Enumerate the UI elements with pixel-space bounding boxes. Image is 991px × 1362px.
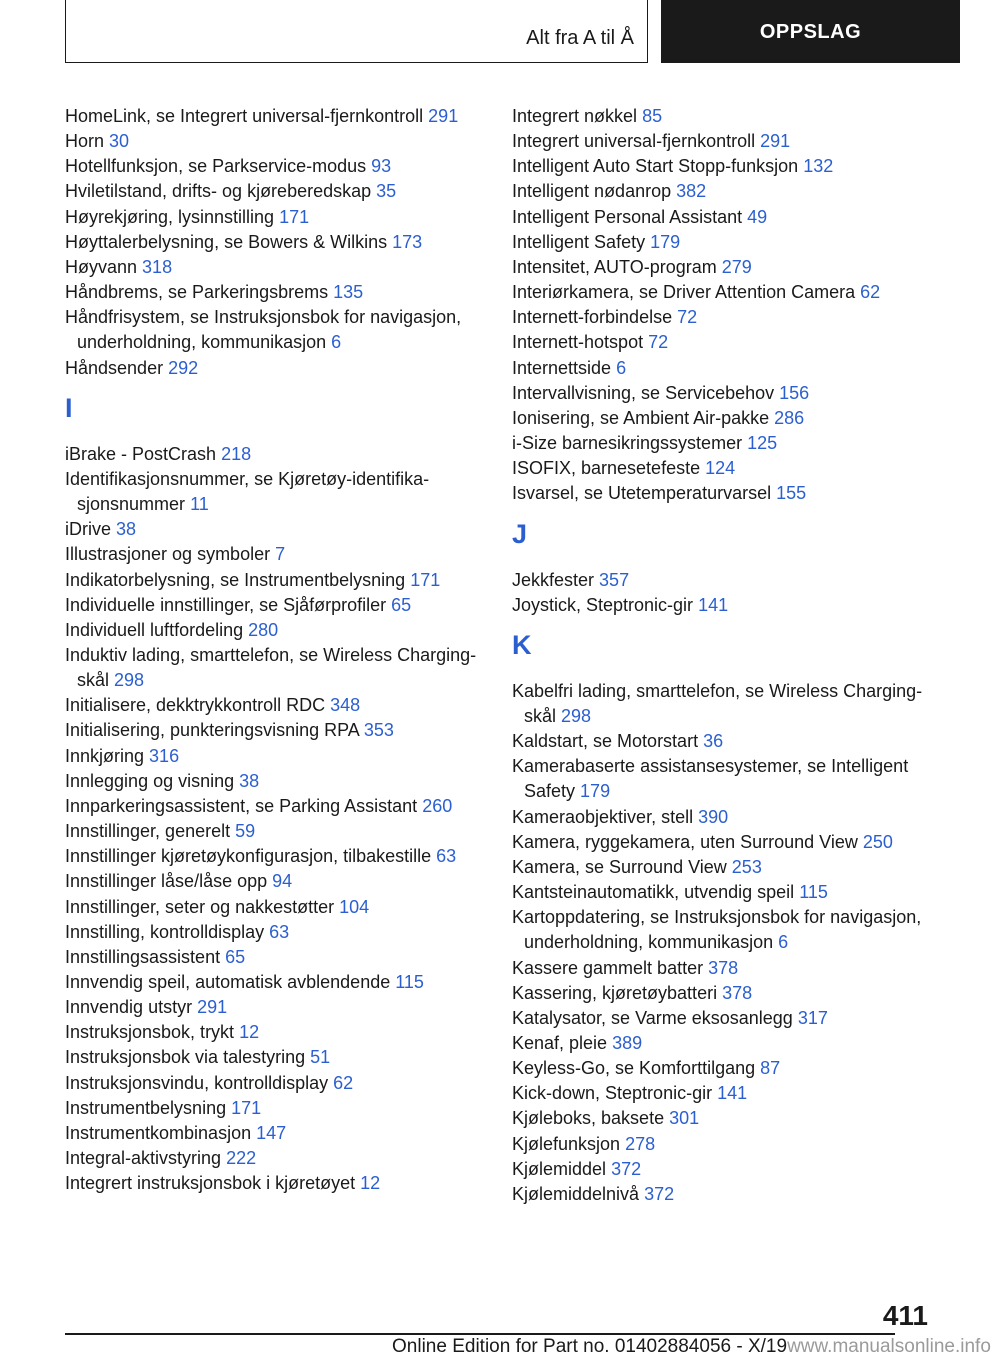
page-reference-link[interactable]: 7 [275,544,286,565]
index-entry-term: Kabelfri lading, smarttelefon, se Wireless Charging-skål [512,680,923,726]
index-entry-term: Kamera, ryggekamera, uten Surround View [512,831,858,852]
page-reference-link[interactable]: 65 [225,946,246,967]
index-entry [65,356,485,381]
index-entry-term: Integrert universal-fjernkontroll [512,131,756,152]
index-entry-term: Induktiv lading, smarttelefon, se Wireless Charging-skål [65,644,477,691]
index-entry [65,1171,485,1196]
index-entry [512,1031,932,1056]
index-entry [512,381,932,406]
page-reference-link[interactable]: 298 [114,670,145,691]
index-entry [65,718,485,743]
index-entry-term: Hotellfunksjon, se Parkservice-modus [65,156,367,177]
index-entry-term: Kantsteinautomatikk, utvendig speil [512,882,795,903]
page-reference-link[interactable]: 253 [731,856,762,877]
index-letter-heading: J [512,518,528,549]
page-reference-link[interactable]: 171 [279,206,310,227]
page-reference-link[interactable]: 63 [269,921,290,942]
index-entry-term: Intervallvisning, se Servicebehov [512,382,775,403]
index-entry-term: Illustrasjoner og symboler [65,544,271,565]
index-entry [65,542,485,567]
page-reference-link[interactable]: 357 [599,569,630,590]
index-entry-term: Innlegging og visning [65,770,235,791]
page-reference-link[interactable]: 63 [436,846,457,867]
page-reference-link[interactable]: 6 [778,932,789,953]
index-entry-term: Innvendig speil, automatisk avblendende [65,972,391,992]
index-entry-term: Intelligent Auto Start Stopp-funksjon [512,156,799,177]
index-entry-term: Katalysator, se Varme eksosanlegg [512,1007,793,1028]
index-entry [65,844,485,869]
page-reference-link[interactable]: 372 [611,1158,642,1179]
index-entry-term: Kassering, kjøretøybatteri [512,982,718,1003]
page-reference-link[interactable]: 62 [860,282,881,303]
page-reference-link[interactable]: 291 [760,131,791,152]
page-reference-link[interactable]: 155 [776,483,807,504]
index-entry [65,104,485,129]
index-entry [512,568,932,593]
page-reference-link[interactable]: 291 [197,997,228,1018]
index-entry [65,255,485,280]
index-letter-heading: I [65,392,73,423]
index-entry [65,769,485,794]
page-reference-link[interactable]: 115 [799,882,828,903]
index-entry-term: Internettside [512,357,612,378]
footer-divider [65,1333,895,1335]
page-reference-link[interactable]: 292 [168,357,199,378]
page-reference-link[interactable]: 353 [363,720,394,741]
index-letter-heading: K [512,629,532,660]
index-entry [512,280,932,305]
index-entry-term: i-Size barnesikringssystemer [512,433,743,454]
page-reference-link[interactable]: 38 [239,770,260,791]
page-reference-link[interactable]: 222 [226,1148,257,1169]
index-entry [65,179,485,204]
index-entry [65,618,485,643]
index-entry [65,517,485,542]
index-column-left [65,104,485,1196]
index-entry-term: Kassere gammelt batter [512,957,704,978]
index-entry-term: Kick-down, Steptronic-gir [512,1083,713,1104]
page-reference-link[interactable]: 85 [642,106,663,126]
index-entry [512,305,932,330]
section-title: Alt fra A til Å [526,27,634,49]
index-entry-term: Innparkeringsassistent, se Parking Assistant [65,795,418,816]
page-reference-link[interactable]: 72 [677,307,698,328]
index-entry [512,406,932,431]
chapter-tab-label: OPPSLAG [759,21,862,43]
index-entry [65,895,485,920]
index-entry-term: Isvarsel, se Utetemperaturvarsel [512,483,772,504]
index-entry-term: Høyvann [65,256,138,277]
page-reference-link[interactable]: 286 [774,407,805,428]
page-reference-link[interactable]: 173 [392,231,423,252]
index-entry-term: Initialisering, punkteringsvisning RPA [65,720,359,741]
index-entry-term: Joystick, Steptronic-gir [512,594,694,615]
index-entry-term: Horn [65,131,105,152]
index-entry [512,104,932,129]
index-entry-term: iBrake - PostCrash [65,443,217,464]
index-entry [512,330,932,355]
index-entry [65,1096,485,1121]
page-reference-link[interactable]: 62 [333,1072,354,1093]
index-entry [65,305,485,355]
index-entry-term: Kameraobjektiver, stell [512,806,694,827]
index-entry [512,1132,932,1157]
index-entry-term: Kjølemiddelnivå [512,1183,640,1204]
page-reference-link[interactable]: 316 [149,745,180,766]
page-reference-link[interactable]: 135 [333,282,364,303]
index-entry-term: Instruksjonsvindu, kontrolldisplay [65,1072,329,1093]
index-entry-term: Individuell luftfordeling [65,619,244,640]
page-reference-link[interactable]: 132 [803,156,834,177]
index-entry [512,1182,932,1207]
index-entry [65,442,485,467]
index-entry-term: Indikatorbelysning, se Instrumentbelysning [65,569,406,590]
index-entry [512,855,932,880]
index-entry-term: Innstillinger låse/låse opp [65,871,268,892]
index-entry-term: Innstillinger kjøretøykonfigurasjon, tilbakestille [65,846,432,867]
index-entry [512,981,932,1006]
index-entry [65,794,485,819]
index-entry [65,1121,485,1146]
index-entry [512,1006,932,1031]
page-reference-link[interactable]: 317 [797,1007,828,1028]
page-reference-link[interactable]: 378 [722,982,753,1003]
page-reference-link[interactable]: 51 [310,1047,331,1068]
index-entry [65,1071,485,1096]
page-reference-link[interactable]: 280 [248,619,279,640]
footer [392,1336,991,1358]
index-entry [512,805,932,830]
page-reference-link[interactable]: 156 [779,382,810,403]
index-entry [512,179,932,204]
index-entry [512,456,932,481]
index-entry-term: Intelligent Safety [512,231,646,252]
index-entry-term: Kamerabaserte assistansesystemer, se Intelligent Safety [512,756,909,802]
index-entry-term: Integrert nøkkel [512,106,638,126]
index-entry [65,643,485,693]
page-reference-link[interactable]: 12 [360,1173,381,1194]
index-entry [65,693,485,718]
index-entry [512,1106,932,1131]
page-reference-link[interactable]: 93 [371,156,392,177]
page-reference-link[interactable]: 291 [428,106,459,126]
index-entry-term: Innstilling, kontrolldisplay [65,921,265,942]
page-reference-link[interactable]: 250 [862,831,893,852]
page-reference-link[interactable]: 179 [650,231,681,252]
page-reference-link[interactable]: 59 [235,821,256,842]
page-reference-link[interactable]: 171 [231,1097,262,1118]
index-entry [512,356,932,381]
page-reference-link[interactable]: 298 [561,705,592,726]
index-entry-term: Interiørkamera, se Driver Attention Camera [512,282,856,303]
page-reference-link[interactable]: 318 [142,256,173,277]
page-reference-link[interactable]: 125 [747,433,778,454]
page-reference-link[interactable]: 348 [330,695,361,716]
index-entry [65,593,485,618]
index-entry-term: Intelligent nødanrop [512,181,672,202]
index-entry [512,255,932,280]
page-reference-link[interactable]: 390 [698,806,729,827]
index-entry-term: iDrive [65,519,112,540]
page-reference-link[interactable]: 372 [644,1183,675,1204]
watermark: www.manualsonline.info [787,1336,991,1357]
index-entry-term: Intelligent Personal Assistant [512,206,743,227]
index-entry [512,1081,932,1106]
index-entry-term: Høyrekjøring, lysinnstilling [65,206,275,227]
index-entry-term: Integral-aktivstyring [65,1148,222,1169]
index-entry [512,754,932,804]
page-reference-link[interactable]: 30 [109,131,130,152]
edition-info: Online Edition for Part no. 01402884056 - X/19 [392,1336,788,1357]
index-entry-term: HomeLink, se Integrert universal-fjernkontroll [65,106,424,126]
index-entry [512,956,932,981]
index-entry-term: Innstillinger, generelt [65,821,231,842]
index-entry [512,230,932,255]
page-reference-link[interactable]: 49 [747,206,768,227]
index-entry-term: Instruksjonsbok, trykt [65,1022,235,1043]
index-entry [512,205,932,230]
index-entry [512,880,932,905]
index-entry-term: Jekkfester [512,569,595,590]
page-reference-link[interactable]: 141 [717,1083,748,1104]
index-entry-term: Ionisering, se Ambient Air-pakke [512,407,770,428]
page-reference-link[interactable]: 36 [703,731,724,752]
page-reference-link[interactable]: 382 [676,181,707,202]
page-reference-link[interactable]: 6 [331,332,342,353]
index-entry [65,467,485,517]
index-entry-term: Instrumentbelysning [65,1097,227,1118]
index-entry [65,1020,485,1045]
page-number: 411 [882,1300,928,1331]
page-reference-link[interactable]: 301 [669,1108,700,1129]
index-entry [512,129,932,154]
page-reference-link[interactable]: 179 [580,781,611,802]
index-entry [512,481,932,506]
page-reference-link[interactable]: 35 [376,181,397,202]
page-reference-link[interactable]: 38 [116,519,137,540]
index-entry [65,154,485,179]
page-reference-link[interactable]: 147 [256,1122,287,1143]
page-reference-link[interactable]: 124 [705,458,736,479]
index-entry-term: Internett-forbindelse [512,307,673,328]
index-entry-term: Kartoppdatering, se Instruksjonsbok for navigasjon, underholdning, kommunikasjon [512,907,922,953]
index-entry-term: Kamera, se Surround View [512,856,727,877]
page-reference-link[interactable]: 94 [272,871,293,892]
index-entry-term: Innstillingsassistent [65,946,221,967]
page-reference-link[interactable]: 87 [760,1058,781,1079]
page-reference-link[interactable]: 65 [391,594,412,615]
page-reference-link[interactable]: 6 [616,357,627,378]
index-entry-term: Hviletilstand, drifts- og kjøreberedskap [65,181,372,202]
index-entry-term: Keyless-Go, se Komforttilgang [512,1058,756,1079]
page-reference-link[interactable]: 72 [648,332,669,353]
index-entry [65,230,485,255]
page-reference-link[interactable]: 12 [239,1022,260,1043]
index-entry [512,1056,932,1081]
index-entry-term: Internett-hotspot [512,332,644,353]
index-entry-term: Kenaf, pleie [512,1033,608,1053]
index-entry [512,154,932,179]
index-entry [512,830,932,855]
index-entry-term: Initialisere, dekktrykkontroll RDC [65,695,326,716]
index-entry [65,1146,485,1171]
index-entry-term: Integrert instruksjonsbok i kjøretøyet [65,1173,356,1194]
index-entry-term: Håndfrisystem, se Instruksjonsbok for navigasjon, underholdning, kommunikasjon [65,307,462,353]
index-entry [65,280,485,305]
index-entry [65,945,485,970]
index-entry [512,905,932,955]
index-entry [512,1157,932,1182]
index-entry [512,729,932,754]
page-reference-link[interactable]: 218 [221,443,252,464]
page-reference-link[interactable]: 278 [625,1133,656,1154]
chapter-tab[interactable] [661,0,960,63]
index-entry-term: Kjølemiddel [512,1158,607,1179]
page-reference-link[interactable]: 11 [190,494,209,515]
index-entry [512,431,932,456]
index-entry-term: Innkjøring [65,745,145,766]
page-reference-link[interactable]: 279 [721,256,752,277]
page-reference-link[interactable]: 389 [612,1033,643,1053]
page-reference-link[interactable]: 260 [422,795,453,816]
index-entry [65,568,485,593]
index-entry [65,205,485,230]
index-entry-term: Kjølefunksjon [512,1133,621,1154]
index-entry-term: Høyttalerbelysning, se Bowers & Wilkins [65,231,388,252]
index-entry [65,129,485,154]
index-column-right [512,104,932,1207]
index-entry-term: Håndsender [65,357,164,378]
index-entry [65,744,485,769]
index-entry-term: ISOFIX, barnesetefeste [512,458,701,479]
index-entry [65,819,485,844]
index-entry-term: Kjøleboks, baksete [512,1108,665,1129]
index-entry [512,593,932,618]
page-reference-link[interactable]: 171 [410,569,441,590]
page-reference-link[interactable]: 378 [708,957,739,978]
index-entry-term: Identifikasjonsnummer, se Kjøretøy-identifikasjonsnummer [65,468,430,515]
index-entry-term: Instruksjonsbok via talestyring [65,1047,306,1068]
index-entry-term: Innvendig utstyr [65,997,193,1018]
index-entry-term: Kaldstart, se Motorstart [512,731,699,752]
index-entry [65,869,485,894]
page-reference-link[interactable]: 104 [339,896,370,917]
index-entry [65,1045,485,1070]
index-entry [65,995,485,1020]
index-entry [512,679,932,729]
index-entry [65,920,485,945]
index-entry-term: Instrumentkombinasjon [65,1122,252,1143]
page-reference-link[interactable]: 115 [395,972,424,992]
page-reference-link[interactable]: 141 [698,594,729,615]
index-entry-term: Håndbrems, se Parkeringsbrems [65,282,329,303]
index-entry-term: Individuelle innstillinger, se Sjåførprofiler [65,594,387,615]
index-entry-term: Innstillinger, seter og nakkestøtter [65,896,335,917]
index-entry [65,970,485,995]
index-entry-term: Intensitet, AUTO-program [512,256,717,277]
